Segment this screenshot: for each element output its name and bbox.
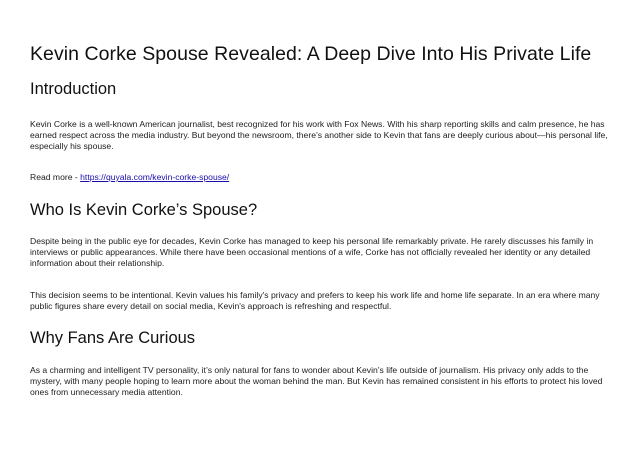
spouse-paragraph-1: Despite being in the public eye for decades, Kevin Corke has managed to keep his personal life remarkably private. He rarely discusses his family in interviews or public appearances. While there have been occasional mentions of a wife, Corke has not officially revealed her identity or any detailed information about their relationship. bbox=[30, 236, 594, 269]
section-heading-introduction: Introduction bbox=[30, 80, 117, 98]
curious-paragraph: As a charming and intelligent TV personality, it’s only natural for fans to wonder about Kevin’s life outside of journalism. His privacy only adds to the mystery, with many people hoping to learn more about the woman behind the man. But Kevin has remained consistent in his efforts to protect his loved ones from unnecessary media attention. bbox=[30, 365, 603, 398]
read-more-link[interactable]: https://quyala.com/kevin-corke-spouse/ bbox=[80, 172, 230, 182]
read-more-label: Read more - bbox=[30, 172, 81, 182]
read-more-line bbox=[30, 172, 608, 183]
section-heading-curious: Why Fans Are Curious bbox=[30, 329, 196, 347]
page-title: Kevin Corke Spouse Revealed: A Deep Dive Into His Private Life bbox=[30, 43, 592, 65]
section-heading-spouse: Who Is Kevin Corke’s Spouse? bbox=[30, 201, 258, 219]
intro-paragraph: Kevin Corke is a well-known American journalist, best recognized for his work with Fox News. With his sharp reporting skills and calm presence, he has earned respect across the media industry. But beyond the newsroom, there’s another side to Kevin that fans are deeply curious about—his personal life, especially his spouse. bbox=[30, 119, 608, 152]
spouse-paragraph-2: This decision seems to be intentional. Kevin values his family's privacy and prefers to keep his work life and home life separate. In an era where many public figures share every detail on social media, Kevin's approach is refreshing and respectful. bbox=[30, 290, 600, 312]
